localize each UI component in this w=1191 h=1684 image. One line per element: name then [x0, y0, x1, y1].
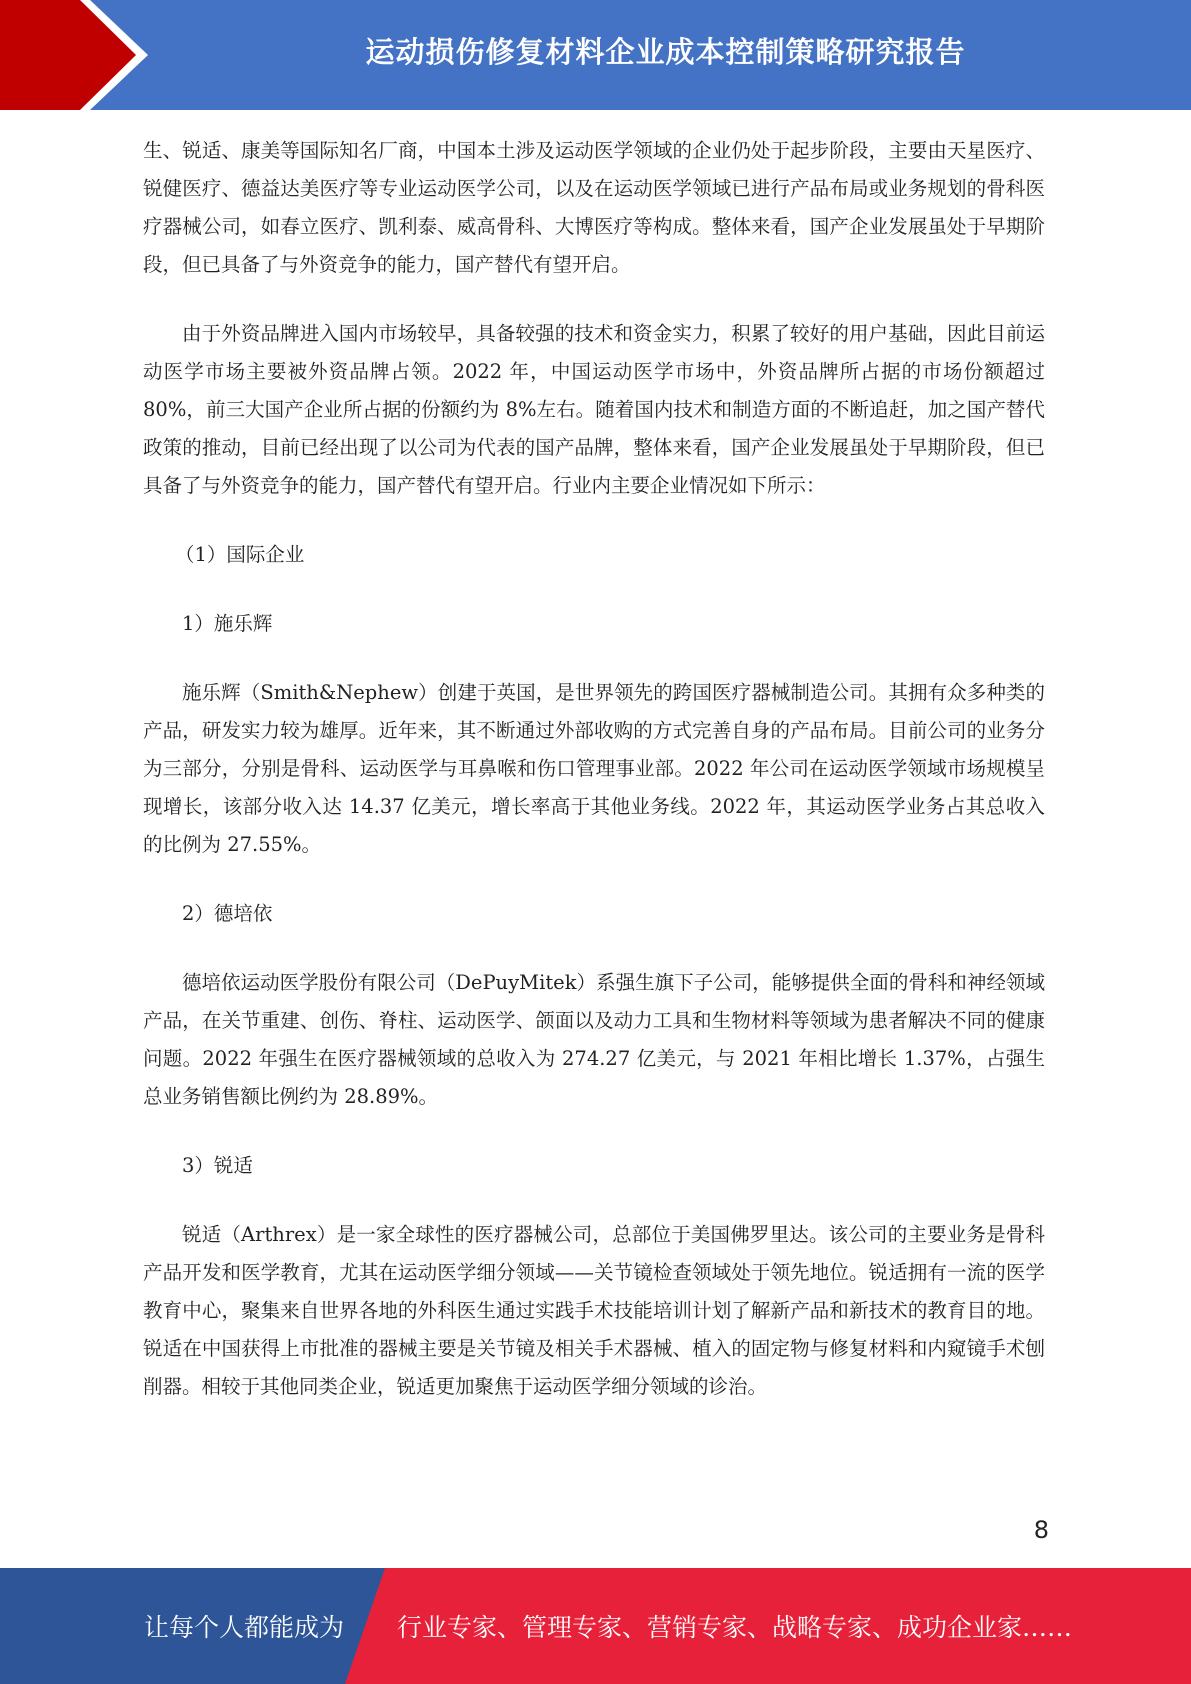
document-body	[143, 132, 1045, 1406]
subsection-heading: 1）施乐辉	[182, 612, 273, 635]
subsection-heading: 3）锐适	[182, 1154, 253, 1177]
section-heading: （1）国际企业	[175, 543, 305, 566]
footer-slogan-left: 让每个人都能成为	[144, 1613, 345, 1642]
page-footer	[0, 1568, 1191, 1684]
paragraph: 施乐辉（Smith&Nephew）创建于英国，是世界领先的跨国医疗器械制造公司。其拥有众多种类的产品，研发实力较为雄厚。近年来，其不断通过外部收购的方式完善自身的产品布局。目前公司的业务分为三部分，分别是骨科、运动医学与耳鼻喉和伤口管理事业部。2022 年公司在运动医学领域市场规模呈现增长，该部分收入达 14.37 亿美元，增长率高于其他业务线。2022 年，其运动医学业务占其总收入的比例为 27.55%。	[143, 681, 1045, 856]
paragraph: 德培依运动医学股份有限公司（DePuyMitek）系强生旗下子公司，能够提供全面的骨科和神经领域产品，在关节重建、创伤、脊柱、运动医学、颌面以及动力工具和生物材料等领域为患者解决不同的健康问题。2022 年强生在医疗器械领域的总收入为 274.27 亿美元，与 2021 年相比增长 1.37%，占强生总业务销售额比例约为 28.89%。	[143, 971, 1045, 1108]
page-header	[0, 0, 1191, 110]
footer-slogan-right: 行业专家、管理专家、营销专家、战略专家、成功企业家……	[397, 1613, 1073, 1642]
page-number: 8	[1033, 1516, 1049, 1544]
paragraph: 锐适（Arthrex）是一家全球性的医疗器械公司，总部位于美国佛罗里达。该公司的主要业务是骨科产品开发和医学教育，尤其在运动医学细分领域——关节镜检查领域处于领先地位。锐适拥有一流的医学教育中心，聚集来自世界各地的外科医生通过实践手术技能培训计划了解新产品和新技术的教育目的地。锐适在中国获得上市批准的器械主要是关节镜及相关手术器械、植入的固定物与修复材料和内窥镜手术刨削器。相较于其他同类企业，锐适更加聚焦于运动医学细分领域的诊治。	[143, 1223, 1045, 1398]
chevron-arrow-icon	[0, 0, 150, 110]
subsection-heading: 2）德培依	[182, 902, 273, 925]
paragraph: 生、锐适、康美等国际知名厂商，中国本土涉及运动医学领域的企业仍处于起步阶段，主要由天星医疗、锐健医疗、德益达美医疗等专业运动医学公司，以及在运动医学领域已进行产品布局或业务规划的骨科医疗器械公司，如春立医疗、凯利泰、威高骨科、大博医疗等构成。整体来看，国产企业发展虽处于早期阶段，但已具备了与外资竞争的能力，国产替代有望开启。	[143, 139, 1045, 276]
report-title: 运动损伤修复材料企业成本控制策略研究报告	[365, 34, 966, 69]
paragraph: 由于外资品牌进入国内市场较早，具备较强的技术和资金实力，积累了较好的用户基础，因此目前运动医学市场主要被外资品牌占领。2022 年，中国运动医学市场中，外资品牌所占据的市场份额超过 80%，前三大国产企业所占据的份额约为 8%左右。随着国内技术和制造方面的不断追赶，加之国产替代政策的推动，目前已经出现了以公司为代表的国产品牌，整体来看，国产企业发展虽处于早期阶段，但已具备了与外资竞争的能力，国产替代有望开启。行业内主要企业情况如下所示：	[143, 322, 1045, 497]
